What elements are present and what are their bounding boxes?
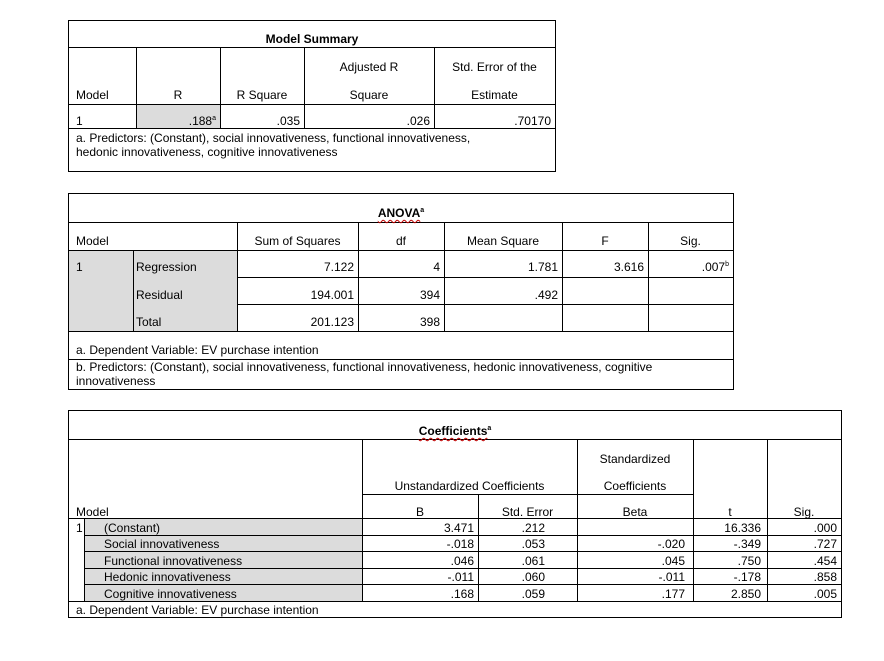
anova-model: 1 [76,260,83,274]
coef-header-standardized-1: Standardized [599,452,671,466]
coef-row-t: 2.850 [730,587,761,601]
coef-row-b: .046 [450,554,474,568]
coef-row-sig: .454 [813,554,837,568]
coef-header-t: t [728,505,732,519]
header-std-error-1: Std. Error of the [452,60,537,74]
coef-row-t: 16.336 [724,521,761,535]
row-std-error: .70170 [514,114,551,128]
coef-row-label: Cognitive innovativeness [104,587,237,601]
coef-row-label: Social innovativeness [104,537,220,551]
coef-row-beta: .177 [661,587,685,601]
coef-row-sig: .005 [813,587,837,601]
coef-row-sig: .727 [813,537,837,551]
anova-footnote-a: a. Dependent Variable: EV purchase intention [76,343,319,357]
anova-footnote-b-line1: b. Predictors: (Constant), social innovativeness, functional innovativeness, hedonic innovativeness, cognitive [76,360,653,374]
anova-row-sum-sq: 194.001 [310,288,354,302]
coef-row-b: .168 [450,587,474,601]
row-adj-r-square: .026 [406,114,430,128]
coef-row-t: -.178 [733,570,761,584]
header-r: R [173,88,183,102]
coef-row-se: .212 [521,521,545,535]
anova-row-label: Residual [136,288,183,302]
row-r: .188$^a$ [188,114,216,128]
header-std-error-2: Estimate [471,88,518,102]
footnote-line1: a. Predictors: (Constant), social innovativeness, functional innovativeness, [76,131,471,145]
row-r-square: .035 [276,114,300,128]
coef-header-std-error: Std. Error [501,505,554,519]
anova-header-sig: Sig. [680,234,701,248]
anova-footnote-b-line2: innovativeness [76,374,156,388]
anova-row-mean-sq: .492 [534,288,558,302]
coef-row-t: -.349 [733,537,761,551]
coef-row-se: .059 [521,587,545,601]
coef-row-se: .061 [521,554,545,568]
anova-row-mean-sq: 1.781 [527,260,558,274]
coef-row-label: Functional innovativeness [104,554,243,568]
coef-header-beta: Beta [622,505,648,519]
anova-row-sum-sq: 7.122 [323,260,354,274]
coef-header-standardized-2: Coefficients [603,479,667,493]
anova-header-f: F [601,234,609,248]
model-summary-title: Model Summary [265,32,359,46]
coef-row-b: -.011 [447,570,474,584]
coef-header-b: B [415,505,424,519]
anova-row-label: Total [136,315,162,329]
anova-header-model: Model [76,234,109,248]
coef-model: 1 [76,521,83,535]
coef-row-beta: -.011 [658,570,685,584]
anova-row-label: Regression [136,260,197,274]
coef-row-se: .060 [521,570,545,584]
coef-row-b: -.018 [446,537,474,551]
coef-row-se: .053 [521,537,545,551]
anova-row-df: 4 [433,260,440,274]
header-model: Model [76,88,109,102]
anova-row-sig: .007$^b$ [701,260,729,274]
anova-header-df: df [395,234,406,248]
anova-row-f: 3.616 [613,260,644,274]
coef-header-unstandardized: Unstandardized Coefficients [394,479,545,493]
anova-header-mean-sq: Mean Square [466,234,540,248]
coefficients-title: Coefficients$^a$ [418,424,492,438]
row-model: 1 [76,114,83,128]
coef-row-beta: -.020 [657,537,685,551]
coef-row-b: 3.471 [443,521,474,535]
coef-row-label: (Constant) [104,521,161,535]
anova-row-sum-sq: 201.123 [310,315,354,329]
footnote-line2: hedonic innovativeness, cognitive innovativeness [76,145,338,159]
header-adj-r-square-2: Square [349,88,389,102]
coef-row-sig: .858 [813,570,837,584]
header-r-square: R Square [236,88,288,102]
coef-row-beta: .045 [661,554,685,568]
coef-row-t: .750 [737,554,761,568]
header-adj-r-square-1: Adjusted R [339,60,399,74]
anova-row-df: 398 [419,315,440,329]
anova-row-df: 394 [419,288,440,302]
coef-header-model: Model [76,505,109,519]
coef-header-sig: Sig. [793,505,815,519]
coef-row-label: Hedonic innovativeness [104,570,231,584]
anova-header-sum-sq: Sum of Squares [254,234,341,248]
coef-footnote: a. Dependent Variable: EV purchase intention [76,603,319,617]
coef-row-sig: .000 [813,521,837,535]
anova-title: ANOVA$^a$ [377,206,425,220]
